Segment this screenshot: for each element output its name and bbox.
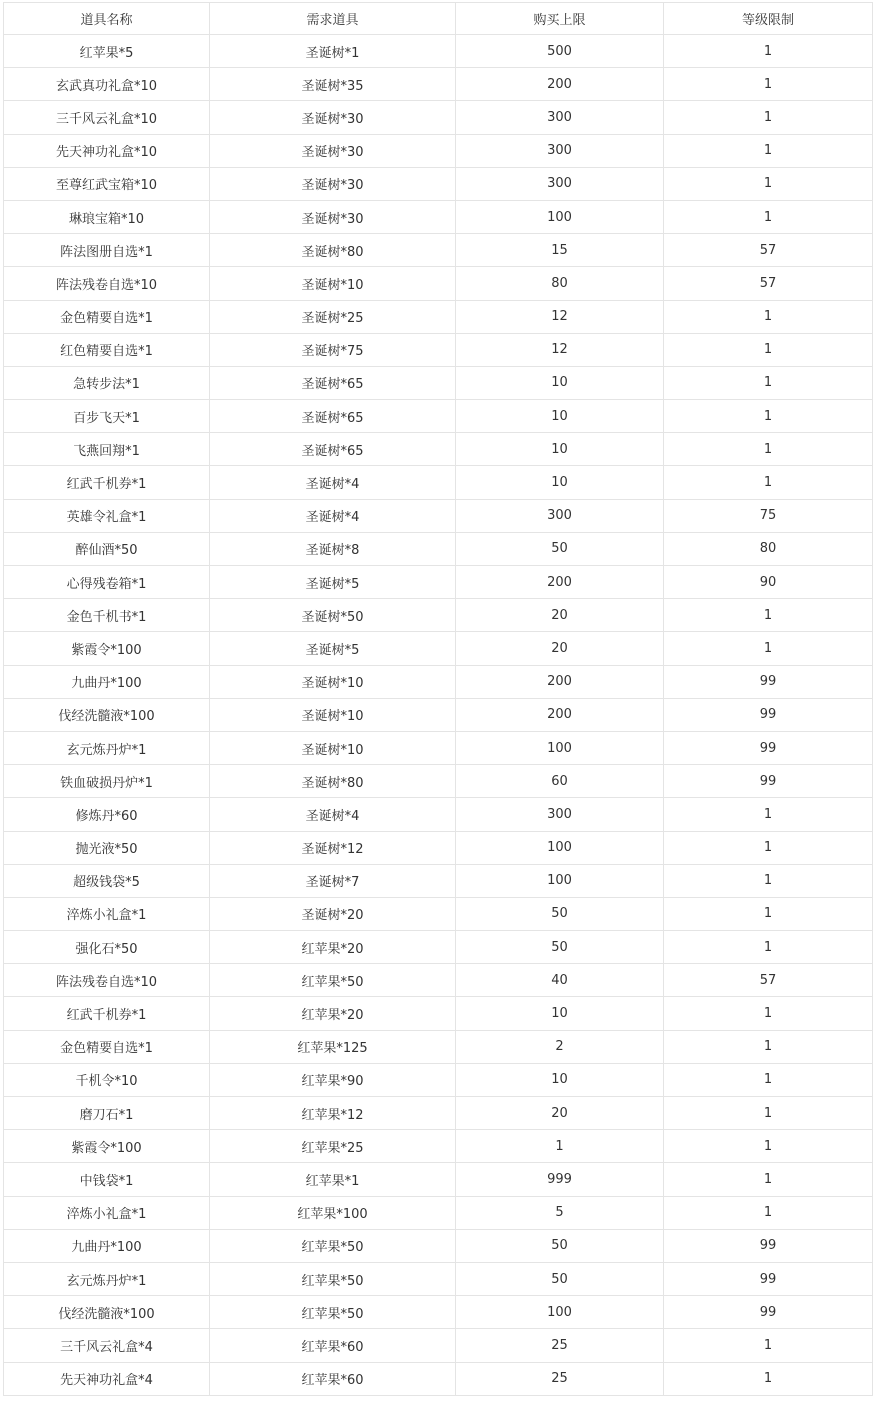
level-requirement-cell: 1 (664, 1196, 873, 1229)
purchase-limit-cell: 10 (456, 997, 664, 1030)
item-name-cell: 铁血破损丹炉*1 (4, 765, 210, 798)
required-item-cell: 红苹果*50 (210, 1229, 456, 1262)
required-item-cell: 圣诞树*8 (210, 532, 456, 565)
purchase-limit-cell: 200 (456, 698, 664, 731)
level-requirement-cell: 1 (664, 1063, 873, 1096)
item-name-cell: 玄武真功礼盒*10 (4, 68, 210, 101)
table-row (4, 35, 873, 68)
purchase-limit-cell: 10 (456, 400, 664, 433)
level-requirement-cell: 57 (664, 964, 873, 997)
item-name-cell: 阵法残卷自选*10 (4, 267, 210, 300)
purchase-limit-cell: 50 (456, 532, 664, 565)
required-item-cell: 圣诞树*7 (210, 864, 456, 897)
item-name-cell: 伐经洗髓液*100 (4, 698, 210, 731)
item-name-cell: 超级钱袋*5 (4, 864, 210, 897)
purchase-limit-cell: 100 (456, 200, 664, 233)
required-item-cell: 红苹果*20 (210, 931, 456, 964)
required-item-cell: 圣诞树*10 (210, 665, 456, 698)
item-name-cell: 淬炼小礼盒*1 (4, 1196, 210, 1229)
level-requirement-cell: 1 (664, 366, 873, 399)
table-row (4, 1196, 873, 1229)
level-requirement-cell: 99 (664, 1262, 873, 1295)
item-name-cell: 强化石*50 (4, 931, 210, 964)
item-name-cell: 伐经洗髓液*100 (4, 1296, 210, 1329)
required-item-cell: 圣诞树*4 (210, 798, 456, 831)
required-item-cell: 红苹果*25 (210, 1130, 456, 1163)
item-name-cell: 琳琅宝箱*10 (4, 200, 210, 233)
purchase-limit-cell: 500 (456, 35, 664, 68)
table-row (4, 599, 873, 632)
level-requirement-cell: 1 (664, 200, 873, 233)
level-requirement-cell: 99 (664, 731, 873, 764)
level-requirement-cell: 1 (664, 798, 873, 831)
table-row (4, 1329, 873, 1362)
table-row (4, 698, 873, 731)
purchase-limit-cell: 20 (456, 1097, 664, 1130)
item-name-cell: 英雄令礼盒*1 (4, 499, 210, 532)
table-row (4, 798, 873, 831)
table-row (4, 931, 873, 964)
item-name-cell: 三千风云礼盒*10 (4, 101, 210, 134)
required-item-cell: 红苹果*50 (210, 964, 456, 997)
required-item-cell: 圣诞树*30 (210, 134, 456, 167)
item-name-cell: 金色精要自选*1 (4, 1030, 210, 1063)
purchase-limit-cell: 20 (456, 599, 664, 632)
required-item-cell: 圣诞树*65 (210, 366, 456, 399)
purchase-limit-cell: 10 (456, 1063, 664, 1096)
table-row (4, 566, 873, 599)
level-requirement-cell: 1 (664, 134, 873, 167)
level-requirement-cell: 57 (664, 267, 873, 300)
item-name-cell: 阵法图册自选*1 (4, 234, 210, 267)
purchase-limit-cell: 40 (456, 964, 664, 997)
exchange-table (3, 2, 873, 1396)
exchange-table-container (3, 2, 873, 1396)
required-item-cell: 圣诞树*30 (210, 200, 456, 233)
table-row (4, 134, 873, 167)
required-item-cell: 红苹果*60 (210, 1362, 456, 1395)
header-item-name: 道具名称 (4, 3, 210, 35)
level-requirement-cell: 75 (664, 499, 873, 532)
table-header (4, 3, 873, 35)
required-item-cell: 圣诞树*50 (210, 599, 456, 632)
level-requirement-cell: 99 (664, 1229, 873, 1262)
required-item-cell: 红苹果*100 (210, 1196, 456, 1229)
required-item-cell: 圣诞树*35 (210, 68, 456, 101)
item-name-cell: 阵法残卷自选*10 (4, 964, 210, 997)
item-name-cell: 金色精要自选*1 (4, 300, 210, 333)
purchase-limit-cell: 300 (456, 134, 664, 167)
item-name-cell: 醉仙酒*50 (4, 532, 210, 565)
table-row (4, 68, 873, 101)
table-row (4, 1097, 873, 1130)
required-item-cell: 圣诞树*10 (210, 731, 456, 764)
item-name-cell: 中钱袋*1 (4, 1163, 210, 1196)
table-row (4, 366, 873, 399)
required-item-cell: 圣诞树*65 (210, 400, 456, 433)
level-requirement-cell: 1 (664, 1329, 873, 1362)
table-row (4, 200, 873, 233)
table-row (4, 1030, 873, 1063)
required-item-cell: 圣诞树*20 (210, 897, 456, 930)
item-name-cell: 三千风云礼盒*4 (4, 1329, 210, 1362)
level-requirement-cell: 99 (664, 765, 873, 798)
purchase-limit-cell: 2 (456, 1030, 664, 1063)
item-name-cell: 先天神功礼盒*10 (4, 134, 210, 167)
required-item-cell: 圣诞树*65 (210, 433, 456, 466)
required-item-cell: 红苹果*1 (210, 1163, 456, 1196)
purchase-limit-cell: 60 (456, 765, 664, 798)
table-row (4, 1296, 873, 1329)
level-requirement-cell: 1 (664, 599, 873, 632)
table-row (4, 400, 873, 433)
table-row (4, 1063, 873, 1096)
required-item-cell: 圣诞树*5 (210, 632, 456, 665)
level-requirement-cell: 1 (664, 167, 873, 200)
table-row (4, 466, 873, 499)
table-row (4, 665, 873, 698)
table-row (4, 333, 873, 366)
item-name-cell: 飞燕回翔*1 (4, 433, 210, 466)
table-row (4, 632, 873, 665)
level-requirement-cell: 99 (664, 1296, 873, 1329)
purchase-limit-cell: 50 (456, 897, 664, 930)
required-item-cell: 红苹果*50 (210, 1296, 456, 1329)
table-row (4, 101, 873, 134)
table-row (4, 1130, 873, 1163)
table-row (4, 1163, 873, 1196)
level-requirement-cell: 1 (664, 1163, 873, 1196)
level-requirement-cell: 1 (664, 433, 873, 466)
level-requirement-cell: 1 (664, 400, 873, 433)
item-name-cell: 玄元炼丹炉*1 (4, 731, 210, 764)
table-row (4, 167, 873, 200)
purchase-limit-cell: 25 (456, 1329, 664, 1362)
required-item-cell: 圣诞树*80 (210, 765, 456, 798)
level-requirement-cell: 57 (664, 234, 873, 267)
level-requirement-cell: 1 (664, 466, 873, 499)
table-body (4, 35, 873, 1396)
purchase-limit-cell: 200 (456, 68, 664, 101)
item-name-cell: 心得残卷箱*1 (4, 566, 210, 599)
table-row (4, 267, 873, 300)
item-name-cell: 磨刀石*1 (4, 1097, 210, 1130)
purchase-limit-cell: 100 (456, 1296, 664, 1329)
required-item-cell: 圣诞树*10 (210, 267, 456, 300)
purchase-limit-cell: 200 (456, 566, 664, 599)
level-requirement-cell: 1 (664, 101, 873, 134)
table-row (4, 831, 873, 864)
purchase-limit-cell: 10 (456, 366, 664, 399)
level-requirement-cell: 1 (664, 68, 873, 101)
item-name-cell: 红武千机券*1 (4, 466, 210, 499)
required-item-cell: 圣诞树*12 (210, 831, 456, 864)
required-item-cell: 圣诞树*25 (210, 300, 456, 333)
item-name-cell: 百步飞天*1 (4, 400, 210, 433)
required-item-cell: 红苹果*12 (210, 1097, 456, 1130)
purchase-limit-cell: 50 (456, 1262, 664, 1295)
level-requirement-cell: 1 (664, 1130, 873, 1163)
level-requirement-cell: 80 (664, 532, 873, 565)
purchase-limit-cell: 100 (456, 731, 664, 764)
level-requirement-cell: 1 (664, 35, 873, 68)
required-item-cell: 圣诞树*1 (210, 35, 456, 68)
item-name-cell: 修炼丹*60 (4, 798, 210, 831)
required-item-cell: 圣诞树*30 (210, 101, 456, 134)
item-name-cell: 抛光液*50 (4, 831, 210, 864)
required-item-cell: 红苹果*20 (210, 997, 456, 1030)
level-requirement-cell: 1 (664, 831, 873, 864)
level-requirement-cell: 1 (664, 1030, 873, 1063)
required-item-cell: 圣诞树*4 (210, 466, 456, 499)
required-item-cell: 圣诞树*75 (210, 333, 456, 366)
item-name-cell: 红武千机券*1 (4, 997, 210, 1030)
table-row (4, 997, 873, 1030)
required-item-cell: 红苹果*50 (210, 1262, 456, 1295)
purchase-limit-cell: 300 (456, 167, 664, 200)
required-item-cell: 红苹果*125 (210, 1030, 456, 1063)
level-requirement-cell: 1 (664, 632, 873, 665)
item-name-cell: 紫霞令*100 (4, 1130, 210, 1163)
level-requirement-cell: 1 (664, 1362, 873, 1395)
purchase-limit-cell: 300 (456, 101, 664, 134)
table-row (4, 731, 873, 764)
purchase-limit-cell: 12 (456, 333, 664, 366)
table-row (4, 234, 873, 267)
item-name-cell: 紫霞令*100 (4, 632, 210, 665)
table-row (4, 532, 873, 565)
purchase-limit-cell: 20 (456, 632, 664, 665)
level-requirement-cell: 90 (664, 566, 873, 599)
item-name-cell: 先天神功礼盒*4 (4, 1362, 210, 1395)
purchase-limit-cell: 10 (456, 466, 664, 499)
table-row (4, 433, 873, 466)
item-name-cell: 急转步法*1 (4, 366, 210, 399)
required-item-cell: 圣诞树*5 (210, 566, 456, 599)
table-row (4, 864, 873, 897)
required-item-cell: 圣诞树*10 (210, 698, 456, 731)
table-row (4, 765, 873, 798)
purchase-limit-cell: 15 (456, 234, 664, 267)
purchase-limit-cell: 12 (456, 300, 664, 333)
level-requirement-cell: 99 (664, 698, 873, 731)
purchase-limit-cell: 10 (456, 433, 664, 466)
purchase-limit-cell: 50 (456, 931, 664, 964)
level-requirement-cell: 1 (664, 1097, 873, 1130)
level-requirement-cell: 1 (664, 864, 873, 897)
item-name-cell: 红苹果*5 (4, 35, 210, 68)
item-name-cell: 红色精要自选*1 (4, 333, 210, 366)
item-name-cell: 九曲丹*100 (4, 665, 210, 698)
table-row (4, 1229, 873, 1262)
level-requirement-cell: 99 (664, 665, 873, 698)
table-row (4, 300, 873, 333)
header-required-item: 需求道具 (210, 3, 456, 35)
header-purchase-limit: 购买上限 (456, 3, 664, 35)
required-item-cell: 圣诞树*80 (210, 234, 456, 267)
purchase-limit-cell: 100 (456, 831, 664, 864)
purchase-limit-cell: 100 (456, 864, 664, 897)
table-row (4, 964, 873, 997)
item-name-cell: 千机令*10 (4, 1063, 210, 1096)
table-row (4, 1362, 873, 1395)
required-item-cell: 红苹果*60 (210, 1329, 456, 1362)
level-requirement-cell: 1 (664, 300, 873, 333)
item-name-cell: 至尊红武宝箱*10 (4, 167, 210, 200)
table-row (4, 499, 873, 532)
purchase-limit-cell: 80 (456, 267, 664, 300)
table-row (4, 897, 873, 930)
level-requirement-cell: 1 (664, 997, 873, 1030)
purchase-limit-cell: 1 (456, 1130, 664, 1163)
header-row (4, 3, 873, 35)
purchase-limit-cell: 50 (456, 1229, 664, 1262)
required-item-cell: 圣诞树*4 (210, 499, 456, 532)
level-requirement-cell: 1 (664, 931, 873, 964)
item-name-cell: 淬炼小礼盒*1 (4, 897, 210, 930)
item-name-cell: 金色千机书*1 (4, 599, 210, 632)
required-item-cell: 红苹果*90 (210, 1063, 456, 1096)
purchase-limit-cell: 5 (456, 1196, 664, 1229)
purchase-limit-cell: 300 (456, 499, 664, 532)
item-name-cell: 玄元炼丹炉*1 (4, 1262, 210, 1295)
required-item-cell: 圣诞树*30 (210, 167, 456, 200)
purchase-limit-cell: 999 (456, 1163, 664, 1196)
level-requirement-cell: 1 (664, 333, 873, 366)
header-level-requirement: 等级限制 (664, 3, 873, 35)
purchase-limit-cell: 300 (456, 798, 664, 831)
purchase-limit-cell: 25 (456, 1362, 664, 1395)
purchase-limit-cell: 200 (456, 665, 664, 698)
level-requirement-cell: 1 (664, 897, 873, 930)
table-row (4, 1262, 873, 1295)
item-name-cell: 九曲丹*100 (4, 1229, 210, 1262)
